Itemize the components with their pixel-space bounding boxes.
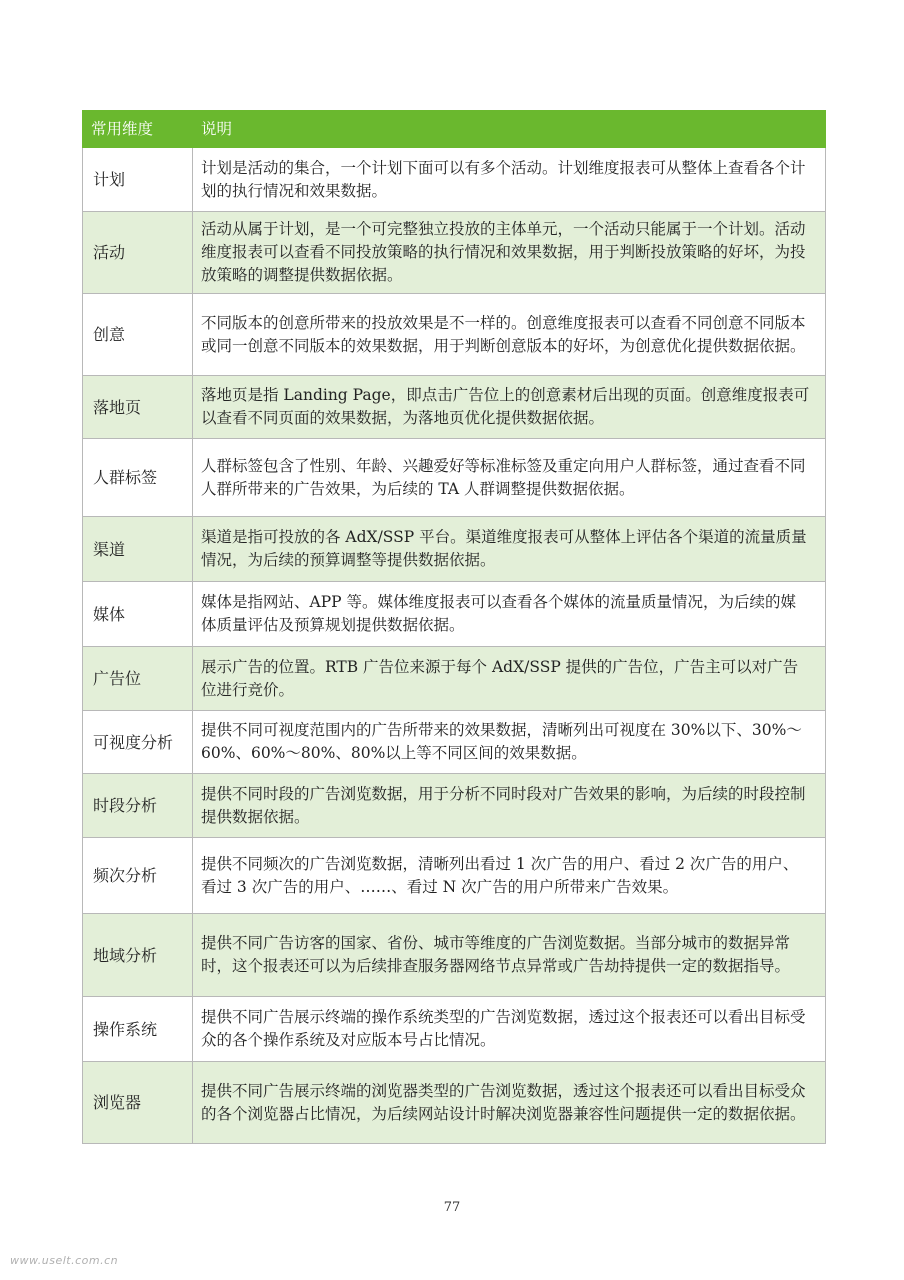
- row-dimension: 频次分析: [83, 838, 193, 914]
- table-row: [83, 582, 826, 647]
- row-description: 活动从属于计划，是一个可完整独立投放的主体单元，一个活动只能属于一个计划。活动维度报表可以查看不同投放策略的执行情况和效果数据，用于判断投放策略的好坏，为投放策略的调整提供数据依据。: [193, 212, 826, 294]
- row-description: 提供不同广告展示终端的操作系统类型的广告浏览数据，透过这个报表还可以看出目标受众的各个操作系统及对应版本号占比情况。: [193, 997, 826, 1062]
- table-row: [83, 1062, 826, 1144]
- header-dimension: 常用维度: [83, 111, 193, 148]
- row-dimension: 渠道: [83, 517, 193, 582]
- row-description: 计划是活动的集合，一个计划下面可以有多个活动。计划维度报表可从整体上查看各个计划的执行情况和效果数据。: [193, 148, 826, 212]
- row-dimension: 时段分析: [83, 774, 193, 838]
- row-dimension: 活动: [83, 212, 193, 294]
- row-dimension: 媒体: [83, 582, 193, 647]
- row-description: 展示广告的位置。RTB 广告位来源于每个 AdX/SSP 提供的广告位，广告主可以对广告位进行竞价。: [193, 647, 826, 711]
- table-row: [83, 914, 826, 997]
- row-description: 媒体是指网站、APP 等。媒体维度报表可以查看各个媒体的流量质量情况，为后续的媒体质量评估及预算规划提供数据依据。: [193, 582, 826, 647]
- header-description: 说明: [193, 111, 826, 148]
- table-header-row: [83, 111, 826, 148]
- row-dimension: 操作系统: [83, 997, 193, 1062]
- row-description: 渠道是指可投放的各 AdX/SSP 平台。渠道维度报表可从整体上评估各个渠道的流量质量情况，为后续的预算调整等提供数据依据。: [193, 517, 826, 582]
- table-row: [83, 148, 826, 212]
- row-description: 人群标签包含了性别、年龄、兴趣爱好等标准标签及重定向用户人群标签，通过查看不同人群所带来的广告效果，为后续的 TA 人群调整提供数据依据。: [193, 439, 826, 517]
- dimension-table: [82, 110, 826, 1144]
- row-dimension: 创意: [83, 294, 193, 376]
- table-row: [83, 997, 826, 1062]
- row-dimension: 计划: [83, 148, 193, 212]
- watermark: www.uselt.com.cn: [10, 1254, 119, 1267]
- row-description: 提供不同频次的广告浏览数据，清晰列出看过 1 次广告的用户、看过 2 次广告的用户、看过 3 次广告的用户、……、看过 N 次广告的用户所带来广告效果。: [193, 838, 826, 914]
- table-row: [83, 294, 826, 376]
- row-dimension: 浏览器: [83, 1062, 193, 1144]
- row-description: 提供不同可视度范围内的广告所带来的效果数据，清晰列出可视度在 30%以下、30%～60%、60%～80%、80%以上等不同区间的效果数据。: [193, 711, 826, 774]
- row-description: 落地页是指 Landing Page，即点击广告位上的创意素材后出现的页面。创意维度报表可以查看不同页面的效果数据，为落地页优化提供数据依据。: [193, 376, 826, 439]
- row-dimension: 地域分析: [83, 914, 193, 997]
- row-description: 提供不同广告访客的国家、省份、城市等维度的广告浏览数据。当部分城市的数据异常时，这个报表还可以为后续排查服务器网络节点异常或广告劫持提供一定的数据指导。: [193, 914, 826, 997]
- table-row: [83, 838, 826, 914]
- table-row: [83, 774, 826, 838]
- page-number: 77: [443, 1200, 461, 1215]
- table-row: [83, 439, 826, 517]
- table-row: [83, 711, 826, 774]
- row-description: 提供不同广告展示终端的浏览器类型的广告浏览数据，透过这个报表还可以看出目标受众的各个浏览器占比情况，为后续网站设计时解决浏览器兼容性问题提供一定的数据依据。: [193, 1062, 826, 1144]
- table-row: [83, 647, 826, 711]
- row-description: 不同版本的创意所带来的投放效果是不一样的。创意维度报表可以查看不同创意不同版本或同一创意不同版本的效果数据，用于判断创意版本的好坏，为创意优化提供数据依据。: [193, 294, 826, 376]
- table-row: [83, 517, 826, 582]
- table-row: [83, 212, 826, 294]
- row-description: 提供不同时段的广告浏览数据，用于分析不同时段对广告效果的影响，为后续的时段控制提供数据依据。: [193, 774, 826, 838]
- table-row: [83, 376, 826, 439]
- row-dimension: 落地页: [83, 376, 193, 439]
- row-dimension: 可视度分析: [83, 711, 193, 774]
- row-dimension: 人群标签: [83, 439, 193, 517]
- row-dimension: 广告位: [83, 647, 193, 711]
